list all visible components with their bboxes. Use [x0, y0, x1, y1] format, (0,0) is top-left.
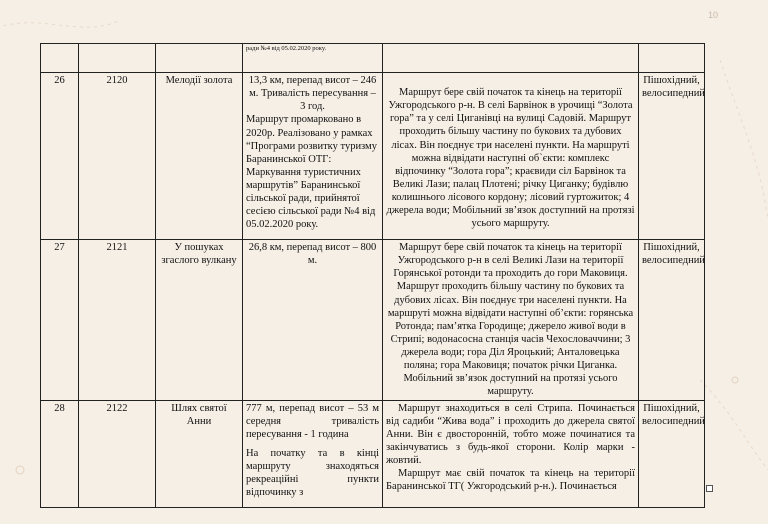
route-id: 2121	[79, 240, 156, 401]
length-body: На початку та в кінці маршруту знаходяться рекреаційні пункти відпочинку з	[246, 447, 379, 499]
route-type: Пішохідний, велосипедний	[639, 400, 705, 507]
table-row	[41, 240, 705, 401]
route-number: 27	[41, 240, 79, 401]
route-type: Пішохідний, велосипедний	[639, 240, 705, 401]
description-text: Маршрут знаходиться в селі Стрипа. Починається від садиби “Жива вода” і проходить до джерела святої Анни. Він є двосторонній, тобто може починатися та закінчуватись з будь-якої сторони. Колір марки - жовтий.	[386, 402, 635, 466]
route-length	[243, 400, 383, 507]
cell-id	[79, 44, 156, 73]
route-length	[243, 73, 383, 240]
route-description	[383, 400, 639, 507]
cell-description	[383, 44, 639, 73]
route-description	[383, 73, 639, 240]
route-name: Шлях святої Анни	[156, 400, 243, 507]
route-id: 2120	[79, 73, 156, 240]
corner-marker	[706, 485, 713, 492]
page-number: 10	[707, 10, 718, 20]
cell-name	[156, 44, 243, 73]
route-number: 26	[41, 73, 79, 240]
description-text: Маршрут бере свій початок та кінець на території Ужгородського р-н. В селі Барвінок в урочищі “Золота гора” та у селі Циганівці на вулиці Садовій. Маршрут проходить більшу частину по букових та дубових лісах. Він поєднує три населені пункти. На маршруті можна відвідати наступні об`єкти: комплекс відпочинку “Золота гора”; краєвиди сіл Барвінок та Великі Лази; палац Плотені; річку Циганку; будівлю колишнього лісового кордону; лісовий гуртожиток; 4 джерела води; Мобільний зв’язок доступний на протязі усього маршруту.	[386, 87, 635, 230]
cell-length	[243, 44, 383, 73]
cell-no	[41, 44, 79, 73]
table-row	[41, 44, 705, 73]
route-length	[243, 240, 383, 401]
description-text-2: Маршрут має свій початок та кінець на території Баранинської ТГ( Ужгородський р-н.). Починається	[386, 468, 635, 493]
length-title: 26,8 км, перепад висот – 800 м.	[248, 242, 377, 267]
table-row	[41, 400, 705, 507]
length-body: Маршрут промарковано в 2020р. Реалізовано у рамках “Програми розвитку туризму Баранинської ОТГ: Маркування туристичних маршрутів” Баранинської сільської ради, прийнятої сесією сільської ради №4 від 05.02.2020 року.	[246, 114, 377, 231]
length-title: 13,3 км, перепад висот – 246 м. Тривалість пересування – 3 год.	[248, 75, 377, 113]
length-fragment: ради №4 від 05.02.2020 року.	[246, 45, 327, 52]
table-row	[41, 73, 705, 240]
description-text: Маршрут бере свій початок та кінець на території Ужгородського р-н в селі Великі Лази на території Горянської ротонди та проходить до гори Маковиця. Маршрут проходить більшу частину по букових та дубових лісах. Він поєднує три населені пункти. На маршруті можна відвідати наступні об’єкти: горянська Ротонда; пам’ятка Городище; джерело живої води в Стрипі; водонасосна станція часів Чехословаччини; 3 джерела води; гора Діл Яроцький; Анталовецька поляна; гора Маковиця; початок річки Циганка. Мобільний зв’язок доступний на протязі усього маршруту.	[387, 242, 634, 398]
route-number: 28	[41, 400, 79, 507]
route-type: Пішохідний, велосипедний	[639, 73, 705, 240]
route-description	[383, 240, 639, 401]
cell-type	[639, 44, 705, 73]
routes-table	[40, 43, 705, 508]
route-name: Мелодії золота	[156, 73, 243, 240]
route-name: У пошуках згаслого вулкану	[156, 240, 243, 401]
length-title: 777 м, перепад висот – 53 м середня тривалість пересування - 1 година	[246, 402, 379, 440]
route-id: 2122	[79, 400, 156, 507]
